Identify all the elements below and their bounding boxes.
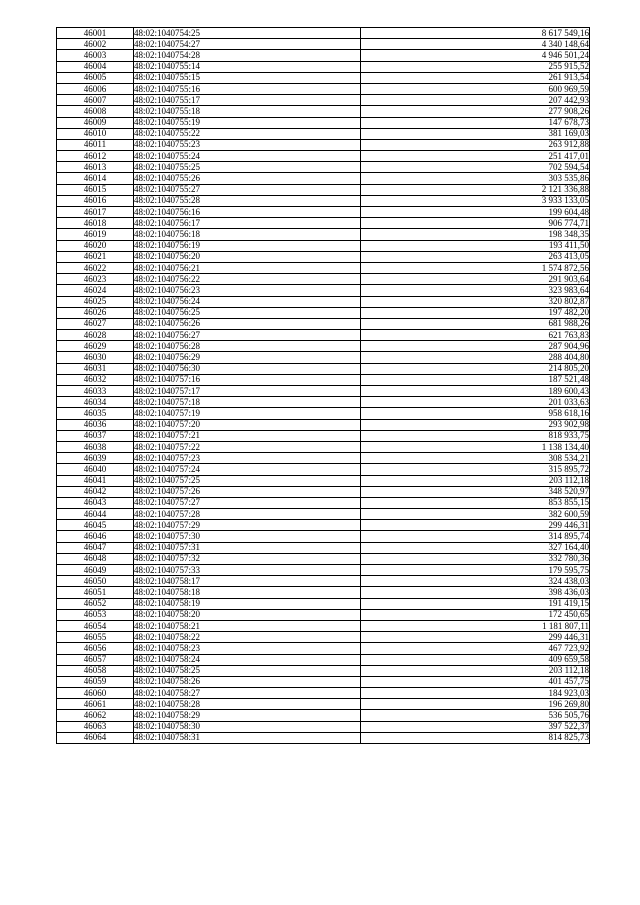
- row-number-cell: 46055: [57, 632, 134, 643]
- table-row: [57, 274, 590, 285]
- cadastral-value-cell: 214 805,20: [361, 363, 590, 374]
- row-number-cell: 46049: [57, 565, 134, 576]
- table-row: [57, 72, 590, 83]
- cadastral-value-cell: 147 678,73: [361, 117, 590, 128]
- table-row: [57, 542, 590, 553]
- table-row: [57, 676, 590, 687]
- cadastral-number-cell: 48:02:1040755:16: [134, 83, 361, 94]
- cadastral-number-cell: 48:02:1040756:16: [134, 207, 361, 218]
- row-number-cell: 46008: [57, 106, 134, 117]
- cadastral-number-cell: 48:02:1040757:27: [134, 497, 361, 508]
- row-number-cell: 46003: [57, 50, 134, 61]
- cadastral-number-cell: 48:02:1040755:27: [134, 184, 361, 195]
- row-number-cell: 46038: [57, 441, 134, 452]
- cadastral-number-cell: 48:02:1040756:21: [134, 262, 361, 273]
- cadastral-value-cell: 308 534,21: [361, 453, 590, 464]
- cadastral-value-cell: 327 164,40: [361, 542, 590, 553]
- table-row: [57, 173, 590, 184]
- cadastral-number-cell: 48:02:1040757:19: [134, 408, 361, 419]
- table-row: [57, 28, 590, 39]
- row-number-cell: 46018: [57, 218, 134, 229]
- row-number-cell: 46037: [57, 430, 134, 441]
- cadastral-number-cell: 48:02:1040755:26: [134, 173, 361, 184]
- cadastral-value-cell: 332 780,36: [361, 553, 590, 564]
- table-row: [57, 229, 590, 240]
- cadastral-number-cell: 48:02:1040758:27: [134, 688, 361, 699]
- row-number-cell: 46009: [57, 117, 134, 128]
- cadastral-value-cell: 203 112,18: [361, 665, 590, 676]
- cadastral-value-cell: 189 600,43: [361, 386, 590, 397]
- cadastral-number-cell: 48:02:1040754:25: [134, 28, 361, 39]
- table-row: [57, 307, 590, 318]
- cadastral-value-cell: 263 912,88: [361, 139, 590, 150]
- cadastral-value-cell: 814 825,73: [361, 732, 590, 743]
- table-row: [57, 83, 590, 94]
- row-number-cell: 46044: [57, 509, 134, 520]
- table-row: [57, 464, 590, 475]
- cadastral-number-cell: 48:02:1040758:18: [134, 587, 361, 598]
- table-row: [57, 363, 590, 374]
- table-row: [57, 531, 590, 542]
- table-row: [57, 497, 590, 508]
- row-number-cell: 46020: [57, 240, 134, 251]
- table-row: [57, 318, 590, 329]
- table-row: [57, 486, 590, 497]
- cadastral-value-cell: 299 446,31: [361, 632, 590, 643]
- table-row: [57, 397, 590, 408]
- row-number-cell: 46041: [57, 475, 134, 486]
- row-number-cell: 46012: [57, 151, 134, 162]
- cadastral-number-cell: 48:02:1040757:28: [134, 509, 361, 520]
- cadastral-value-cell: 196 269,80: [361, 699, 590, 710]
- table-row: [57, 441, 590, 452]
- table-row: [57, 106, 590, 117]
- cadastral-number-cell: 48:02:1040757:17: [134, 386, 361, 397]
- cadastral-value-cell: 906 774,71: [361, 218, 590, 229]
- row-number-cell: 46019: [57, 229, 134, 240]
- cadastral-number-cell: 48:02:1040754:28: [134, 50, 361, 61]
- row-number-cell: 46051: [57, 587, 134, 598]
- row-number-cell: 46050: [57, 576, 134, 587]
- row-number-cell: 46045: [57, 520, 134, 531]
- cadastral-number-cell: 48:02:1040755:17: [134, 95, 361, 106]
- table-row: [57, 184, 590, 195]
- cadastral-value-cell: 1 138 134,40: [361, 441, 590, 452]
- cadastral-number-cell: 48:02:1040757:16: [134, 374, 361, 385]
- row-number-cell: 46017: [57, 207, 134, 218]
- row-number-cell: 46046: [57, 531, 134, 542]
- cadastral-value-cell: 958 618,16: [361, 408, 590, 419]
- table-row: [57, 50, 590, 61]
- cadastral-value-cell: 681 988,26: [361, 318, 590, 329]
- table-row: [57, 721, 590, 732]
- cadastral-value-cell: 401 457,75: [361, 676, 590, 687]
- cadastral-number-cell: 48:02:1040757:18: [134, 397, 361, 408]
- cadastral-number-cell: 48:02:1040756:18: [134, 229, 361, 240]
- row-number-cell: 46024: [57, 285, 134, 296]
- cadastral-value-cell: 323 983,64: [361, 285, 590, 296]
- cadastral-number-cell: 48:02:1040757:23: [134, 453, 361, 464]
- cadastral-value-cell: 2 121 336,88: [361, 184, 590, 195]
- cadastral-number-cell: 48:02:1040755:22: [134, 128, 361, 139]
- cadastral-number-cell: 48:02:1040758:28: [134, 699, 361, 710]
- table-row: [57, 475, 590, 486]
- row-number-cell: 46057: [57, 654, 134, 665]
- table-row: [57, 453, 590, 464]
- cadastral-number-cell: 48:02:1040758:21: [134, 620, 361, 631]
- cadastral-value-cell: 197 482,20: [361, 307, 590, 318]
- cadastral-number-cell: 48:02:1040756:25: [134, 307, 361, 318]
- cadastral-value-cell: 203 112,18: [361, 475, 590, 486]
- cadastral-number-cell: 48:02:1040758:31: [134, 732, 361, 743]
- cadastral-number-cell: 48:02:1040755:24: [134, 151, 361, 162]
- cadastral-value-cell: 293 902,98: [361, 419, 590, 430]
- table-row: [57, 285, 590, 296]
- row-number-cell: 46006: [57, 83, 134, 94]
- cadastral-value-cell: 299 446,31: [361, 520, 590, 531]
- cadastral-number-cell: 48:02:1040757:33: [134, 565, 361, 576]
- cadastral-value-cell: 199 604,48: [361, 207, 590, 218]
- cadastral-value-cell: 207 442,93: [361, 95, 590, 106]
- cadastral-number-cell: 48:02:1040758:23: [134, 643, 361, 654]
- row-number-cell: 46061: [57, 699, 134, 710]
- cadastral-number-cell: 48:02:1040755:18: [134, 106, 361, 117]
- cadastral-value-cell: 4 340 148,64: [361, 39, 590, 50]
- table-row: [57, 151, 590, 162]
- table-row: [57, 699, 590, 710]
- row-number-cell: 46032: [57, 374, 134, 385]
- row-number-cell: 46040: [57, 464, 134, 475]
- cadastral-value-cell: 8 617 549,16: [361, 28, 590, 39]
- cadastral-value-cell: 702 594,54: [361, 162, 590, 173]
- cadastral-value-cell: 1 181 807,11: [361, 620, 590, 631]
- cadastral-number-cell: 48:02:1040758:30: [134, 721, 361, 732]
- table-row: [57, 609, 590, 620]
- row-number-cell: 46027: [57, 318, 134, 329]
- cadastral-value-cell: 600 969,59: [361, 83, 590, 94]
- table-body: [57, 28, 590, 744]
- row-number-cell: 46043: [57, 497, 134, 508]
- cadastral-number-cell: 48:02:1040755:28: [134, 195, 361, 206]
- table-row: [57, 162, 590, 173]
- table-row: [57, 587, 590, 598]
- table-row: [57, 251, 590, 262]
- cadastral-number-cell: 48:02:1040758:29: [134, 710, 361, 721]
- table-row: [57, 330, 590, 341]
- cadastral-number-cell: 48:02:1040757:31: [134, 542, 361, 553]
- row-number-cell: 46026: [57, 307, 134, 318]
- row-number-cell: 46035: [57, 408, 134, 419]
- cadastral-value-cell: 291 903,64: [361, 274, 590, 285]
- cadastral-value-cell: 303 535,86: [361, 173, 590, 184]
- row-number-cell: 46029: [57, 341, 134, 352]
- cadastral-number-cell: 48:02:1040756:24: [134, 296, 361, 307]
- cadastral-value-cell: 398 436,03: [361, 587, 590, 598]
- row-number-cell: 46014: [57, 173, 134, 184]
- table-row: [57, 195, 590, 206]
- cadastral-value-cell: 381 169,03: [361, 128, 590, 139]
- cadastral-value-cell: 191 419,15: [361, 598, 590, 609]
- table-row: [57, 620, 590, 631]
- cadastral-value-cell: 287 904,96: [361, 341, 590, 352]
- cadastral-value-cell: 261 913,54: [361, 72, 590, 83]
- table-row: [57, 341, 590, 352]
- cadastral-value-cell: 397 522,37: [361, 721, 590, 732]
- table-row: [57, 509, 590, 520]
- table-row: [57, 419, 590, 430]
- cadastral-number-cell: 48:02:1040757:25: [134, 475, 361, 486]
- table-row: [57, 665, 590, 676]
- cadastral-value-cell: 409 659,58: [361, 654, 590, 665]
- row-number-cell: 46033: [57, 386, 134, 397]
- cadastral-value-cell: 853 855,15: [361, 497, 590, 508]
- table-row: [57, 374, 590, 385]
- cadastral-value-cell: 193 411,50: [361, 240, 590, 251]
- table-row: [57, 643, 590, 654]
- row-number-cell: 46054: [57, 620, 134, 631]
- table-row: [57, 565, 590, 576]
- cadastral-number-cell: 48:02:1040757:24: [134, 464, 361, 475]
- cadastral-value-cell: 198 348,35: [361, 229, 590, 240]
- table-row: [57, 553, 590, 564]
- cadastral-number-cell: 48:02:1040756:20: [134, 251, 361, 262]
- row-number-cell: 46022: [57, 262, 134, 273]
- cadastral-number-cell: 48:02:1040755:25: [134, 162, 361, 173]
- table-row: [57, 408, 590, 419]
- cadastral-value-cell: 536 505,76: [361, 710, 590, 721]
- cadastral-value-cell: 4 946 501,24: [361, 50, 590, 61]
- cadastral-value-cell: 621 763,83: [361, 330, 590, 341]
- cadastral-number-cell: 48:02:1040755:19: [134, 117, 361, 128]
- row-number-cell: 46023: [57, 274, 134, 285]
- cadastral-number-cell: 48:02:1040756:19: [134, 240, 361, 251]
- cadastral-number-cell: 48:02:1040755:23: [134, 139, 361, 150]
- cadastral-number-cell: 48:02:1040758:22: [134, 632, 361, 643]
- table-row: [57, 95, 590, 106]
- cadastral-number-cell: 48:02:1040758:24: [134, 654, 361, 665]
- cadastral-value-cell: 3 933 133,05: [361, 195, 590, 206]
- table-row: [57, 710, 590, 721]
- cadastral-number-cell: 48:02:1040757:21: [134, 430, 361, 441]
- row-number-cell: 46058: [57, 665, 134, 676]
- cadastral-value-cell: 314 895,74: [361, 531, 590, 542]
- table-row: [57, 207, 590, 218]
- cadastral-value-table: [56, 27, 590, 744]
- cadastral-value-cell: 179 595,75: [361, 565, 590, 576]
- cadastral-number-cell: 48:02:1040758:19: [134, 598, 361, 609]
- table-row: [57, 430, 590, 441]
- cadastral-value-cell: 324 438,03: [361, 576, 590, 587]
- row-number-cell: 46021: [57, 251, 134, 262]
- table-row: [57, 139, 590, 150]
- cadastral-number-cell: 48:02:1040757:26: [134, 486, 361, 497]
- cadastral-number-cell: 48:02:1040757:20: [134, 419, 361, 430]
- row-number-cell: 46047: [57, 542, 134, 553]
- cadastral-number-cell: 48:02:1040754:27: [134, 39, 361, 50]
- cadastral-value-cell: 1 574 872,56: [361, 262, 590, 273]
- row-number-cell: 46059: [57, 676, 134, 687]
- row-number-cell: 46016: [57, 195, 134, 206]
- cadastral-number-cell: 48:02:1040757:32: [134, 553, 361, 564]
- cadastral-value-cell: 467 723,92: [361, 643, 590, 654]
- cadastral-value-cell: 251 417,01: [361, 151, 590, 162]
- table-row: [57, 128, 590, 139]
- cadastral-value-cell: 263 413,05: [361, 251, 590, 262]
- cadastral-number-cell: 48:02:1040756:17: [134, 218, 361, 229]
- table-row: [57, 39, 590, 50]
- cadastral-number-cell: 48:02:1040757:30: [134, 531, 361, 542]
- cadastral-value-cell: 187 521,48: [361, 374, 590, 385]
- cadastral-number-cell: 48:02:1040757:29: [134, 520, 361, 531]
- row-number-cell: 46013: [57, 162, 134, 173]
- row-number-cell: 46028: [57, 330, 134, 341]
- cadastral-value-cell: 288 404,80: [361, 352, 590, 363]
- cadastral-value-cell: 315 895,72: [361, 464, 590, 475]
- row-number-cell: 46030: [57, 352, 134, 363]
- cadastral-value-cell: 255 915,52: [361, 61, 590, 72]
- row-number-cell: 46056: [57, 643, 134, 654]
- row-number-cell: 46001: [57, 28, 134, 39]
- cadastral-value-cell: 277 908,26: [361, 106, 590, 117]
- row-number-cell: 46036: [57, 419, 134, 430]
- cadastral-number-cell: 48:02:1040756:29: [134, 352, 361, 363]
- cadastral-number-cell: 48:02:1040758:20: [134, 609, 361, 620]
- cadastral-number-cell: 48:02:1040758:25: [134, 665, 361, 676]
- cadastral-value-cell: 184 923,03: [361, 688, 590, 699]
- table-row: [57, 240, 590, 251]
- cadastral-number-cell: 48:02:1040756:23: [134, 285, 361, 296]
- row-number-cell: 46005: [57, 72, 134, 83]
- table-row: [57, 598, 590, 609]
- row-number-cell: 46063: [57, 721, 134, 732]
- table-row: [57, 732, 590, 743]
- table-row: [57, 61, 590, 72]
- table-row: [57, 520, 590, 531]
- table-row: [57, 576, 590, 587]
- cadastral-value-cell: 201 033,63: [361, 397, 590, 408]
- cadastral-number-cell: 48:02:1040758:17: [134, 576, 361, 587]
- row-number-cell: 46002: [57, 39, 134, 50]
- cadastral-value-cell: 382 600,59: [361, 509, 590, 520]
- row-number-cell: 46034: [57, 397, 134, 408]
- cadastral-value-cell: 320 802,87: [361, 296, 590, 307]
- row-number-cell: 46025: [57, 296, 134, 307]
- cadastral-number-cell: 48:02:1040755:15: [134, 72, 361, 83]
- cadastral-number-cell: 48:02:1040756:22: [134, 274, 361, 285]
- row-number-cell: 46053: [57, 609, 134, 620]
- table-row: [57, 386, 590, 397]
- table-row: [57, 654, 590, 665]
- cadastral-value-cell: 172 450,65: [361, 609, 590, 620]
- row-number-cell: 46004: [57, 61, 134, 72]
- row-number-cell: 46042: [57, 486, 134, 497]
- cadastral-number-cell: 48:02:1040756:30: [134, 363, 361, 374]
- row-number-cell: 46015: [57, 184, 134, 195]
- table-row: [57, 296, 590, 307]
- row-number-cell: 46048: [57, 553, 134, 564]
- row-number-cell: 46064: [57, 732, 134, 743]
- row-number-cell: 46031: [57, 363, 134, 374]
- row-number-cell: 46011: [57, 139, 134, 150]
- row-number-cell: 46039: [57, 453, 134, 464]
- cadastral-number-cell: 48:02:1040756:27: [134, 330, 361, 341]
- table-row: [57, 688, 590, 699]
- cadastral-value-cell: 348 520,97: [361, 486, 590, 497]
- cadastral-number-cell: 48:02:1040756:26: [134, 318, 361, 329]
- cadastral-number-cell: 48:02:1040757:22: [134, 441, 361, 452]
- row-number-cell: 46010: [57, 128, 134, 139]
- cadastral-number-cell: 48:02:1040758:26: [134, 676, 361, 687]
- row-number-cell: 46062: [57, 710, 134, 721]
- cadastral-number-cell: 48:02:1040756:28: [134, 341, 361, 352]
- cadastral-value-cell: 818 933,75: [361, 430, 590, 441]
- table-row: [57, 218, 590, 229]
- table-row: [57, 632, 590, 643]
- table-row: [57, 352, 590, 363]
- row-number-cell: 46060: [57, 688, 134, 699]
- row-number-cell: 46007: [57, 95, 134, 106]
- table-row: [57, 262, 590, 273]
- table-row: [57, 117, 590, 128]
- row-number-cell: 46052: [57, 598, 134, 609]
- cadastral-number-cell: 48:02:1040755:14: [134, 61, 361, 72]
